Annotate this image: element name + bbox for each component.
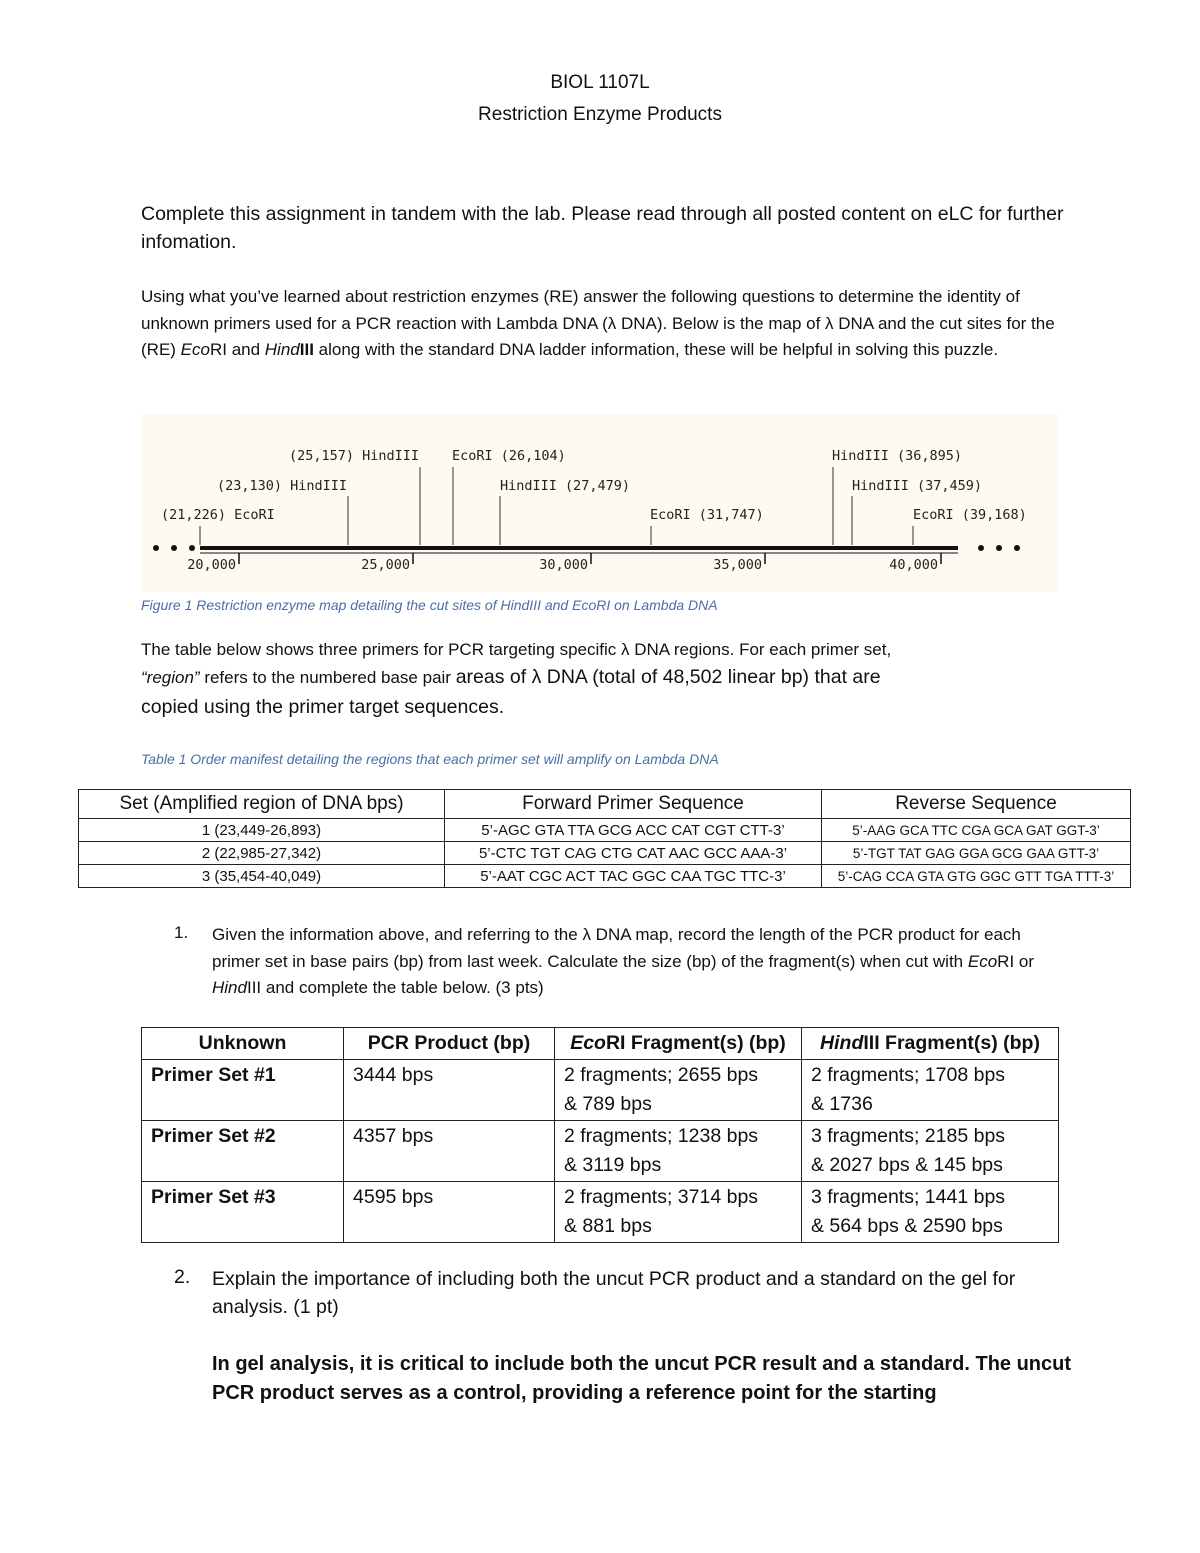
axis-ticks <box>239 553 941 564</box>
question1-or: or <box>1014 951 1035 971</box>
col-header-forward: Forward Primer Sequence <box>445 790 822 819</box>
reverse-cell: 5’-AAG GCA TTC CGA GCA GAT GGT-3’ <box>822 819 1131 842</box>
hindiii-line1: 3 fragments; 1441 bps <box>811 1186 1006 1208</box>
question1-text-b: and complete the table below. (3 pts) <box>261 978 544 997</box>
col-header-ecori-italic: Eco <box>570 1032 606 1054</box>
lambda-dna-restriction-map <box>141 414 1058 592</box>
region-term: “region” <box>141 668 200 687</box>
table1-caption: Table 1 Order manifest detailing the regions that each primer set will amplify on Lambda DNA <box>141 751 719 767</box>
hindiii-line2: & 2027 bps & 145 bps <box>811 1154 1003 1176</box>
col-header-ecori-rest: RI Fragment(s) (bp) <box>605 1032 786 1054</box>
hindiii-line2: & 1736 <box>811 1093 873 1115</box>
tick-label-30000: 30,000 <box>539 557 588 573</box>
primer-intro-line1: The table below shows three primers for PCR targeting specific λ DNA regions. For each primer set, <box>141 640 892 659</box>
site-label-26104-ecori: EcoRI (26,104) <box>452 448 566 464</box>
col-header-hindiii-rest: III Fragment(s) (bp) <box>863 1032 1040 1054</box>
site-label-39168-ecori: EcoRI (39,168) <box>913 507 1027 523</box>
tick-label-35000: 35,000 <box>713 557 762 573</box>
col-header-hindiii-italic: Hind <box>820 1032 864 1054</box>
figure-caption: Figure 1 Restriction enzyme map detailing the cut sites of HindIII and EcoRI on Lambda DNA <box>141 597 718 613</box>
answer2-text: In gel analysis, it is critical to include both the uncut PCR result and a standard. The uncut PCR product serves as a control, providing a reference point for the starting <box>212 1353 1072 1404</box>
dna-strand-bar <box>200 546 958 550</box>
ecori-fragments-cell <box>555 1182 802 1243</box>
col-header-reverse: Reverse Sequence <box>822 790 1131 819</box>
instructions-text-b: along with the standard DNA ladder information, these will be helpful in solving this puzzle. <box>313 340 999 359</box>
ecori-line2: & 881 bps <box>564 1215 652 1237</box>
col-header-ecori <box>555 1028 802 1060</box>
reverse-cell: 5’-TGT TAT GAG GGA GCG GAA GTT-3’ <box>822 842 1131 865</box>
question1-eco-suffix: RI <box>997 951 1015 971</box>
table-row <box>79 865 1131 888</box>
ecori-line1: 2 fragments; 3714 bps <box>564 1186 759 1208</box>
question1-hind: Hind <box>212 978 247 997</box>
instructions-paragraph <box>141 284 1071 364</box>
tick-label-20000: 20,000 <box>187 557 236 573</box>
table-row <box>142 1182 1059 1243</box>
forward-cell: 5’-AAT CGC ACT TAC GGC CAA TGC TTC-3’ <box>445 865 822 888</box>
tick-label-25000: 25,000 <box>361 557 410 573</box>
ecori-italic: Eco <box>180 340 210 359</box>
table-row <box>79 842 1131 865</box>
document-title: Restriction Enzyme Products <box>478 104 722 125</box>
ecori-line1: 2 fragments; 1238 bps <box>564 1125 759 1147</box>
site-label-37459-hindiii: HindIII (37,459) <box>852 478 983 494</box>
course-code: BIOL 1107L <box>550 72 650 93</box>
primer-set-cell: Primer Set #2 <box>142 1121 344 1182</box>
question1-text <box>212 922 1062 1002</box>
primer-intro-line2 <box>141 664 1071 692</box>
forward-cell: 5’-CTC TGT CAG CTG CAT AAC GCC AAA-3’ <box>445 842 822 865</box>
primer-intro-line2-b: areas of λ DNA (total of 48,502 linear bp) that are <box>455 666 881 688</box>
col-header-unknown: Unknown <box>142 1028 344 1060</box>
set-cell: 3 (35,454-40,049) <box>79 865 445 888</box>
primer-intro-line2-a: refers to the numbered base pair <box>199 668 456 687</box>
ecori-fragments-cell <box>555 1121 802 1182</box>
and-text: and <box>226 340 265 359</box>
table-header-row <box>142 1028 1059 1060</box>
ellipsis-right-icon <box>978 545 1020 551</box>
site-label-23130-hindiii: (23,130) HindIII <box>217 478 348 494</box>
instructions-text-a: Using what you’ve learned about restriction enzymes (RE) answer the following questions to determine the identity of unknown primers used for a PCR reaction with Lambda DNA (λ DNA). Below is the map of λ DNA and the cut sites for the (RE) <box>141 287 1055 359</box>
pcr-product-cell: 4595 bps <box>344 1182 555 1243</box>
hindiii-line1: 2 fragments; 1708 bps <box>811 1064 1006 1086</box>
site-label-25157-hindiii: (25,157) HindIII <box>289 448 420 464</box>
question1-number: 1. <box>174 923 189 942</box>
table-row <box>142 1060 1059 1121</box>
table-row <box>142 1121 1059 1182</box>
hindiii-line1: 3 fragments; 2185 bps <box>811 1125 1006 1147</box>
hindiii-line2: & 564 bps & 2590 bps <box>811 1215 1003 1237</box>
primer-set-cell: Primer Set #3 <box>142 1182 344 1243</box>
site-label-27479-hindiii: HindIII (27,479) <box>500 478 631 494</box>
ellipsis-left-icon <box>153 545 195 551</box>
primer-order-table <box>78 789 1131 888</box>
ecori-fragments-cell <box>555 1060 802 1121</box>
pcr-product-cell: 4357 bps <box>344 1121 555 1182</box>
ecori-suffix: RI <box>209 340 227 359</box>
site-label-31747-ecori: EcoRI (31,747) <box>650 507 764 523</box>
reverse-cell: 5’-CAG CCA GTA GTG GGC GTT TGA TTT-3’ <box>822 865 1131 888</box>
ecori-line2: & 789 bps <box>564 1093 652 1115</box>
hindiii-fragments-cell <box>802 1060 1059 1121</box>
question1-hind-suffix: III <box>246 978 262 997</box>
set-cell: 2 (22,985-27,342) <box>79 842 445 865</box>
question2-number: 2. <box>174 1266 191 1288</box>
hind-suffix: III <box>299 340 314 359</box>
hindiii-fragments-cell <box>802 1182 1059 1243</box>
col-header-set: Set (Amplified region of DNA bps) <box>79 790 445 819</box>
primer-set-cell: Primer Set #1 <box>142 1060 344 1121</box>
set-cell: 1 (23,449-26,893) <box>79 819 445 842</box>
col-header-pcr: PCR Product (bp) <box>344 1028 555 1060</box>
question1-eco: Eco <box>967 951 998 971</box>
fragment-results-table <box>141 1027 1059 1243</box>
hind-italic: Hind <box>264 340 300 359</box>
col-header-hindiii <box>802 1028 1059 1060</box>
table-header-row <box>79 790 1131 819</box>
table-row <box>79 819 1131 842</box>
question2-text: Explain the importance of including both the uncut PCR product and a standard on the gel for analysis. (1 pt) <box>212 1268 1016 1318</box>
primer-intro-line3: copied using the primer target sequences. <box>141 696 505 718</box>
intro-paragraph: Complete this assignment in tandem with the lab. Please read through all posted content on eLC for further infomation. <box>141 203 1064 253</box>
pcr-product-cell: 3444 bps <box>344 1060 555 1121</box>
ecori-line1: 2 fragments; 2655 bps <box>564 1064 759 1086</box>
tick-label-40000: 40,000 <box>889 557 938 573</box>
ecori-line2: & 3119 bps <box>564 1154 662 1176</box>
hindiii-fragments-cell <box>802 1121 1059 1182</box>
site-label-36895-hindiii: HindIII (36,895) <box>832 448 963 464</box>
forward-cell: 5’-AGC GTA TTA GCG ACC CAT CGT CTT-3’ <box>445 819 822 842</box>
site-label-21226-ecori: (21,226) EcoRI <box>161 507 275 523</box>
question1-text-a: Given the information above, and referring to the λ DNA map, record the length of the PCR product for each primer set in base pairs (bp) from last week. Calculate the size (bp) of the fragment(s) when cut with <box>212 925 1021 971</box>
